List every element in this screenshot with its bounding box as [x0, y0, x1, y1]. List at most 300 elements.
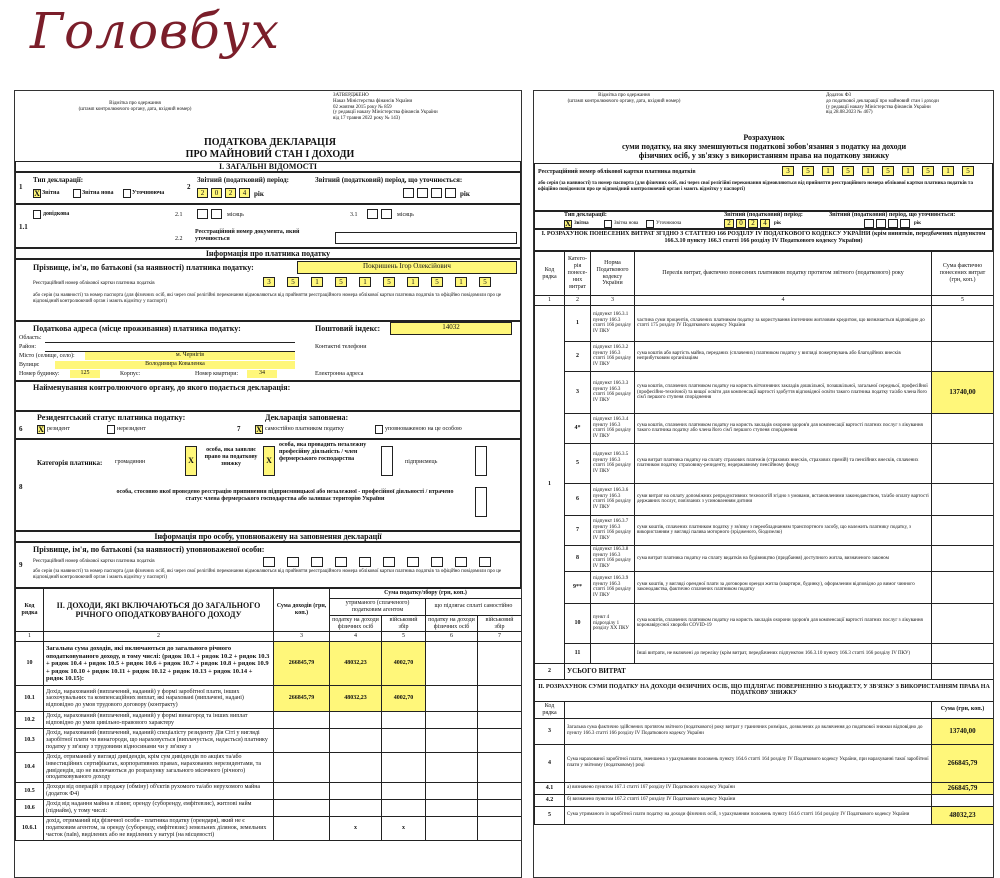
withheld-military[interactable]: 4002,70: [382, 642, 426, 686]
row-description: Сума нарахованої заробітної плати, зменшена з урахуванням положень пункту 164.6 статті 164 розділу IV Податкового кодексу України, при нарахуванні такої заробітної плати у звітному (податковому) році: [565, 744, 932, 782]
passport-note: або серія (за наявності) та номер паспорта (для фізичних осіб, які через свої релігійні переконання відмовляються від прийняття реєстраційного номера облікової картки платника податків та офіційно повідомили про це відповідний контролюючий орган і мають відмітку у паспорті): [33, 293, 502, 304]
reg-digit[interactable]: 1: [407, 277, 419, 287]
withheld-pdfo[interactable]: [330, 712, 382, 729]
row-code: 10.2: [16, 712, 44, 729]
row-number: 9: [19, 561, 23, 569]
self-pdfo[interactable]: [426, 712, 478, 729]
row-number: 3.1: [350, 212, 358, 218]
reg-digit[interactable]: 1: [862, 166, 874, 176]
email-label: Електронна адреса: [315, 371, 364, 377]
expense-norm: підпункт 166.3.9 пункту 166.3 статті 166 розділу IV ПКУ: [591, 571, 635, 603]
col-norm-header: Норма Податкового кодексу України: [591, 252, 635, 296]
self-military[interactable]: [478, 816, 522, 840]
self-pdfo[interactable]: [426, 686, 478, 712]
section-expenses-header: І. РОЗРАХУНОК ПОНЕСЕНИХ ВИТРАТ ЗГІДНО З СТАТТЕЮ 166 РОЗДІЛУ IV ПОДАТКОВОГО КОДЕКСУ УКРАЇНИ (крім винятків, передбачених підпунктом 166.3.10 пункту 166.3 статті 166 розділу IV Податкового кодексу України): [534, 229, 993, 251]
withheld-header: утриманого (сплаченого) податковим агентом: [330, 598, 426, 615]
withheld-pdfo[interactable]: 48032,23: [330, 642, 382, 686]
row-code: 5: [535, 806, 565, 824]
calculation-title: Розрахунок суми податку, на яку зменшуються податкові зобов'язання з податку на доходи фізичних осіб, у зв'язку з використанням права на податкову знижку: [621, 133, 907, 161]
clarified-year-digit[interactable]: [417, 188, 428, 198]
expense-row: [535, 571, 994, 603]
expense-category: 9**: [565, 571, 591, 603]
month-digit[interactable]: [211, 209, 222, 219]
type-new-reporting-checkbox[interactable]: [73, 189, 81, 198]
row-number: 2: [187, 183, 191, 191]
reg-digit[interactable]: 5: [802, 166, 814, 176]
reg-digit[interactable]: [359, 557, 371, 567]
total-expenses-value[interactable]: [932, 663, 994, 679]
expenses-table: [534, 251, 994, 825]
col-code-header: Код рядка: [535, 252, 565, 296]
reg-digit[interactable]: [335, 557, 347, 567]
self-pay-header: що підлягає сплаті самостійно: [426, 598, 522, 615]
income-row: [16, 783, 522, 800]
income-sum[interactable]: [274, 783, 330, 800]
row-description: Дохід, нарахований (виплачений, наданий) у формі заробітної плати, інших заохочувальних та компенсаційних виплат, які нараховані (виплачені, надані) відповідно до умов трудового договору (контракту): [44, 686, 274, 712]
reg-digit[interactable]: 1: [902, 166, 914, 176]
expense-sum[interactable]: [932, 571, 994, 603]
expense-row: [535, 643, 994, 663]
payer-name-label: Прізвище, ім'я, по батькові (за наявності) платника податку:: [33, 263, 254, 272]
row-description: Дохід від надання майна в лізинг, оренду (суборенду, емфітевзис), житлові найм (піднайм), у тому числі:: [44, 800, 274, 817]
resident-label: резидент: [47, 426, 70, 432]
receipt-mark-caption: Відмітка про одержання (штамп контролюючого органу, дата, вхідний номер): [567, 93, 681, 104]
row-code: 10.1: [16, 686, 44, 712]
postcode-label: Поштовий індекс:: [315, 324, 381, 333]
type-clarifying-checkbox[interactable]: [123, 189, 131, 198]
expense-sum[interactable]: [932, 305, 994, 341]
row-code: 4: [535, 744, 565, 782]
reg-digit[interactable]: 1: [359, 277, 371, 287]
type-reporting-checkbox[interactable]: X: [565, 219, 571, 229]
payer-name-field[interactable]: Покришень Ігор Олексійович: [297, 261, 517, 274]
income-sum[interactable]: [274, 800, 330, 817]
reg-digit[interactable]: 3: [782, 166, 794, 176]
column-number: 2: [44, 632, 274, 642]
year-digit[interactable]: 2: [197, 188, 208, 198]
total-expenses-label: УСЬОГО ВИТРАТ: [565, 663, 932, 679]
type-clarifying-checkbox[interactable]: [646, 220, 654, 228]
column-number: 4: [330, 632, 382, 642]
row-code: 10.3: [16, 729, 44, 753]
refund-row: [535, 806, 994, 824]
expense-row: [535, 371, 994, 413]
row-code: 10.5: [16, 783, 44, 800]
authorized-name-label: Прізвище, ім'я, по батькові (за наявності) уповноваженої особи:: [33, 545, 265, 554]
type-reporting-checkbox[interactable]: X: [34, 188, 40, 198]
authorized-person-header: Інформація про особу, уповноважену на заповнення декларації: [15, 531, 521, 542]
self-military[interactable]: [478, 783, 522, 800]
column-number: 5: [382, 632, 426, 642]
period-label: Звітний (податковий) період:: [724, 212, 803, 218]
reg-digit[interactable]: [479, 557, 491, 567]
reg-digit[interactable]: 1: [455, 277, 467, 287]
reg-digit[interactable]: 5: [287, 277, 299, 287]
clarified-month-digit[interactable]: [381, 209, 392, 219]
row-code: 1: [535, 305, 565, 663]
clarified-year-digit[interactable]: [864, 219, 874, 228]
column-number: 3: [591, 296, 635, 306]
income-sum[interactable]: 266845,79: [274, 642, 330, 686]
reg-digit[interactable]: 5: [479, 277, 491, 287]
expense-category: 6: [565, 483, 591, 515]
refund-sum[interactable]: 266845,79: [932, 744, 994, 782]
type-reporting-label: Звітна: [574, 221, 589, 226]
year-label: рік: [774, 221, 782, 226]
self-pdfo[interactable]: [426, 816, 478, 840]
expense-description: Інші витрати, не включені до переліку (крім витрат, передбачених підпунктом 166.3.10 пункту 166.3 статті 166 розділу IV ПКУ): [635, 643, 932, 663]
citizen-label: громадянин: [115, 459, 146, 465]
year-digit[interactable]: 4: [239, 188, 250, 198]
expense-sum[interactable]: [932, 545, 994, 571]
reg-digit[interactable]: [455, 557, 467, 567]
expense-description: сума коштів, сплачених платником податку на користь закладів охорони здоров'я для компенсації вартості платних послуг з лікування такого платника податку або члена його сім'ї першого ступеня споріднення: [635, 413, 932, 443]
military-self-header: військовий збір: [478, 615, 522, 632]
column-number: 3: [274, 632, 330, 642]
row-code: 4.1: [535, 782, 565, 794]
withheld-military[interactable]: [382, 800, 426, 817]
income-sum[interactable]: [274, 729, 330, 753]
withheld-pdfo[interactable]: x: [330, 816, 382, 840]
withheld-military[interactable]: x: [382, 816, 426, 840]
refund-row: [535, 718, 994, 744]
reg-digit[interactable]: 5: [962, 166, 974, 176]
reg-digit[interactable]: 5: [431, 277, 443, 287]
expense-row: [535, 483, 994, 515]
reg-digit[interactable]: 5: [882, 166, 894, 176]
tax-declaration-page: [14, 90, 522, 878]
registration-doc-label: Реєстраційний номер документа, який уточнюється: [195, 229, 300, 242]
declaration-type-label: Тип декларації:: [564, 212, 607, 218]
expense-category: 2: [565, 341, 591, 371]
address-label: Податкова адреса (місце проживання) платника податку:: [33, 324, 241, 333]
stopped-activity-checkbox[interactable]: [475, 487, 487, 517]
expense-norm: [591, 643, 635, 663]
row-description: Сума утриманого із заробітної плати податку на доходи фізичних осіб, з урахуванням положень пункту 164.6 статті 164 розділу IV Податкового кодексу України: [565, 806, 932, 824]
self-military[interactable]: [478, 752, 522, 783]
reg-digit[interactable]: 1: [311, 277, 323, 287]
withheld-pdfo[interactable]: [330, 800, 382, 817]
filled-by-label: Декларація заповнена:: [265, 413, 349, 422]
expense-sum[interactable]: [932, 515, 994, 545]
apartment-field[interactable]: 34: [247, 370, 277, 378]
tax-office-label: Найменування контролюючого органу, до якого подається декларація:: [33, 383, 291, 392]
clarified-year-digit[interactable]: [403, 188, 414, 198]
section-general-header: І. ЗАГАЛЬНІ ВІДОМОСТІ: [15, 161, 521, 172]
receipt-mark-caption: Відмітка про одержання (штамп контролюючого органу, дата, вхідний номер): [78, 101, 192, 112]
reg-digit[interactable]: [383, 557, 395, 567]
column-number: 6: [426, 632, 478, 642]
professional-label: особа, яка провадить незалежну професійну діяльність / член фермерського господарства: [279, 442, 367, 462]
reg-digit[interactable]: 5: [922, 166, 934, 176]
expense-sum[interactable]: [932, 483, 994, 515]
refund-sum[interactable]: 48032,23: [932, 806, 994, 824]
self-filled-checkbox[interactable]: X: [256, 424, 262, 434]
refund-sum[interactable]: 13740,00: [932, 718, 994, 744]
region-label: Область:: [19, 335, 42, 341]
type-new-reporting-label: Звітна нова: [82, 190, 114, 196]
withheld-pdfo[interactable]: [330, 729, 382, 753]
income-sum[interactable]: [274, 752, 330, 783]
postcode-field[interactable]: 14032: [390, 322, 512, 335]
expense-sum[interactable]: 13740,00: [932, 371, 994, 413]
income-sum[interactable]: [274, 712, 330, 729]
pdfo-self-header: податку на доходи фізичних осіб: [426, 615, 478, 632]
column-number: 7: [478, 632, 522, 642]
self-filled-label: самостійно платником податку: [265, 426, 344, 432]
reg-digit[interactable]: [263, 557, 275, 567]
expense-description: суми витрат на оплату допоміжних репродуктивних технологій згідно з умовами, встановленими законодавством, та/або оплату вартості державних послуг, пов'язаних з усиновленням дитини: [635, 483, 932, 515]
right-to-deduction-label: особа, яка заявляє право на податкову знижку: [204, 447, 258, 467]
expense-row: [535, 515, 994, 545]
reg-digit[interactable]: 5: [842, 166, 854, 176]
income-row: [16, 752, 522, 783]
income-table: [15, 588, 522, 841]
headline-logo: Головбух: [30, 2, 280, 60]
expense-norm: підпункт 166.3.7 пункту 166.3 статті 166 розділу IV ПКУ: [591, 515, 635, 545]
expense-sum[interactable]: [932, 603, 994, 643]
self-pdfo[interactable]: [426, 800, 478, 817]
expense-description: сума витрат платника податку на сплату видатків на будівництво (придбання) доступного житла, визначеного законом: [635, 545, 932, 571]
city-label: Місто (селище, село):: [19, 353, 75, 359]
year-digit[interactable]: 4: [760, 219, 770, 228]
clarify-label: Звітний (податковий) період, що уточнюється:: [829, 212, 956, 218]
clarified-year-digit[interactable]: [876, 219, 886, 228]
nonresident-checkbox[interactable]: [107, 425, 115, 434]
withheld-pdfo[interactable]: 48032,23: [330, 686, 382, 712]
withheld-military[interactable]: [382, 712, 426, 729]
approved-note: ЗАТВЕРДЖЕНО Наказ Міністерства фінансів України 02 жовтня 2015 року № 859 (у редакції наказу Міністерства фінансів України від 17 травня 2022 року № 143): [333, 93, 438, 121]
house-label: Номер будинку:: [19, 371, 60, 377]
year-digit[interactable]: 2: [225, 188, 236, 198]
income-sum-header: Сума доходів (грн, коп.): [274, 589, 330, 632]
row-number: 6: [19, 425, 23, 433]
nonresident-label: нерезидент: [117, 426, 146, 432]
expense-norm: підпункт 166.3.3 пункту 166.3 статті 166 розділу IV ПКУ: [591, 371, 635, 413]
section-refund-header: ІІ. РОЗРАХУНОК СУМИ ПОДАТКУ НА ДОХОДИ ФІЗИЧНИХ ОСІБ, ЩО ПІДЛЯГАЄ ПОВЕРНЕННЮ З БЮДЖЕТУ, У ЗВ'ЯЗКУ З ВИКОРИСТАННЯМ ПРАВА НА ПОДАТКОВУ ЗНИЖКУ: [535, 679, 994, 701]
resident-status-label: Резидентський статус платника податку:: [37, 413, 186, 422]
reference-label: довідкова: [43, 211, 70, 217]
expense-description: сума коштів, сплачених платником податку на користь закладів охорони здоров'я для компенсації вартості платних послуг з лікування коронавірусної хвороби COVID-19: [635, 603, 932, 643]
authorized-passport-note: або серія (за наявності) та номер паспорта (для фізичних осіб, які через свої релігійні переконання відмовляються від прийняття реєстраційного номера облікової картки платника податків та офіційно повідомили про це відповідний контролюючий орган і мають відмітку у паспорті): [33, 569, 502, 580]
expense-row: [535, 603, 994, 643]
expense-description: сума витрат платника податку на сплату страхових платежів (страхових внесків, страхових премій) та пенсійних внесків, сплачених платником податку страховику-резиденту, недержавному пенсійному фонду: [635, 443, 932, 483]
self-pdfo[interactable]: [426, 642, 478, 686]
self-military[interactable]: [478, 800, 522, 817]
expense-sum[interactable]: [932, 643, 994, 663]
type-clarifying-label: Уточнююча: [132, 190, 165, 196]
withheld-military[interactable]: [382, 752, 426, 783]
month-digit[interactable]: [197, 209, 208, 219]
row-number: 7: [237, 425, 241, 433]
expense-norm: підпункт 166.3.8 пункту 166.3 статті 166 розділу IV ПКУ: [591, 545, 635, 571]
clarified-year-label: рік: [914, 221, 922, 226]
expense-description: сума коштів або вартість майна, переданих (сплачених) платником податку у вигляді пожертвувань або благодійних внесків неприбутковим організаціям: [635, 341, 932, 371]
refund-row: [535, 794, 994, 806]
year-digit[interactable]: 2: [748, 219, 758, 228]
expense-description: сума коштів, сплачених платником податку на користь вітчизняних закладів дошкільної, позашкільної, загальної середньої, професійної (професійно-технічної) та вищої освіти для компенсації вартості здобуття відповідної освіти такого платника податку та/або члена його сім'ї першого ступеня споріднення: [635, 371, 932, 413]
row-description: а) визначено пунктом 167.1 статті 167 розділу IV Податкового кодексу України: [565, 782, 932, 794]
clarified-month-label: місяць: [397, 212, 414, 218]
col-category-header: Катего-рія понесе-них витрат: [565, 252, 591, 296]
row-code: 10.4: [16, 752, 44, 783]
other-category-checkbox[interactable]: [475, 446, 487, 476]
city-field[interactable]: м. Чернігів: [85, 352, 295, 360]
self-pdfo[interactable]: [426, 729, 478, 753]
row-number: 8: [19, 483, 23, 491]
row-code: 2: [535, 663, 565, 679]
reg-digit[interactable]: 5: [383, 277, 395, 287]
type-new-checkbox[interactable]: [604, 220, 612, 228]
declaration-title: ПОДАТКОВА ДЕКЛАРАЦІЯ ПРО МАЙНОВИЙ СТАН І ДОХОДИ: [185, 137, 355, 160]
expense-norm: підпункт 166.3.2 пункту 166.3 статті 166 розділу IV ПКУ: [591, 341, 635, 371]
authorized-filled-checkbox[interactable]: [375, 425, 383, 434]
reg-digit[interactable]: [311, 557, 323, 567]
resident-checkbox[interactable]: X: [38, 424, 44, 434]
type-reporting-label: Звітна: [42, 190, 60, 196]
expense-row: [535, 545, 994, 571]
house-field[interactable]: 125: [70, 370, 100, 378]
column-number: 1: [535, 296, 565, 306]
year-digit[interactable]: 0: [211, 188, 222, 198]
expense-sum[interactable]: [932, 443, 994, 483]
entrepreneur-checkbox[interactable]: [381, 446, 393, 476]
professional-checkbox[interactable]: X: [263, 446, 275, 476]
row-description: Дохід, отриманий у вигляді дивідендів, крім сум дивідендів по акціях та/або інвестиційних сертифікатах, корпоративних правах, нарахованих нерезидентами, та дивідендів, що не включаються до розрахунку загального місячного (річного) оподатковуваного доходу: [44, 752, 274, 783]
clarified-month-digit[interactable]: [367, 209, 378, 219]
section-income-header: ІІ. ДОХОДИ, ЯКІ ВКЛЮЧАЮТЬСЯ ДО ЗАГАЛЬНОГО РІЧНОГО ОПОДАТКОВУВАНОГО ДОХОДУ: [44, 589, 274, 632]
withheld-military[interactable]: [382, 783, 426, 800]
row-number: 1: [19, 183, 23, 191]
street-field[interactable]: Володимира Коваленка: [55, 361, 295, 369]
row-code: 4.2: [535, 794, 565, 806]
reg-digit[interactable]: [431, 557, 443, 567]
withheld-military[interactable]: [382, 729, 426, 753]
self-pdfo[interactable]: [426, 783, 478, 800]
col-sum-header: Сума фактично понесених витрат (грн, коп.): [932, 252, 994, 296]
clarified-year-digit[interactable]: [888, 219, 898, 228]
code-header: Код рядка: [16, 589, 44, 632]
year-label: рік: [254, 190, 264, 198]
military-header: військовий збір: [382, 615, 426, 632]
right-to-deduction-checkbox[interactable]: X: [185, 446, 197, 476]
refund-row: [535, 782, 994, 794]
reg-digit[interactable]: 1: [942, 166, 954, 176]
refund-sum[interactable]: [932, 794, 994, 806]
income-row: [16, 729, 522, 753]
clarified-year-digit[interactable]: [900, 219, 910, 228]
expense-description: суми коштів, у вигляді орендної плати за договором оренди житла (квартири, будинку), оформленим відповідно до вимог чинного законодавства, фактично сплачених платником податку: [635, 571, 932, 603]
authorized-filled-label: уповноваженою на це особою: [385, 426, 462, 432]
expense-sum[interactable]: [932, 341, 994, 371]
apartment-label: Номер квартири:: [195, 371, 239, 377]
type-clarifying-label: Уточнююча: [656, 221, 682, 226]
row-number: 1.1: [19, 223, 28, 231]
expense-norm: пункт 4 підрозділу 1 розділу XX ПКУ: [591, 603, 635, 643]
clarified-year-digit[interactable]: [445, 188, 456, 198]
income-row: [16, 800, 522, 817]
reporting-period-label: Звітний (податковий) період:: [197, 176, 290, 184]
income-sum[interactable]: 266845,79: [274, 686, 330, 712]
income-row: [16, 816, 522, 840]
withheld-pdfo[interactable]: [330, 752, 382, 783]
expense-row: [535, 341, 994, 371]
type-new-label: Звітна нова: [614, 221, 639, 226]
reg-digit[interactable]: 3: [263, 277, 275, 287]
clarified-period-label: Звітний (податковий) період, що уточнюється:: [315, 176, 463, 184]
row-description: б) визначено пунктом 167.2 статті 167 розділу IV Податкового кодексу України: [565, 794, 932, 806]
reg-digit[interactable]: [287, 557, 299, 567]
self-pdfo[interactable]: [426, 752, 478, 783]
row-number: 2.1: [175, 212, 183, 218]
expense-category: 7: [565, 515, 591, 545]
row-code: 10: [16, 642, 44, 686]
reference-checkbox[interactable]: [33, 210, 41, 219]
row-description: Загальна сума доходів, які включаються до загального річного оподатковуваного доходу, в тому числі: (рядок 10.1 + рядок 10.2 + рядок 10.3 + рядок 10.4 + рядок 10.5 + рядок 10.6 + рядок 10.7 + рядок 10.8 + рядок 10.9 + рядок 10.10 + рядок 10.11 + рядок 10.12 + рядок 10.13 + рядок 10.14 + рядок 10.15):: [44, 642, 274, 686]
expense-category: 11: [565, 643, 591, 663]
row-description: Доходи від операцій з продажу (обміну) об'єктів рухомого та/або нерухомого майна (додаток Ф4): [44, 783, 274, 800]
withheld-pdfo[interactable]: [330, 783, 382, 800]
expense-norm: підпункт 166.3.4 пункту 166.3 статті 166 розділу IV ПКУ: [591, 413, 635, 443]
column-number: 4: [635, 296, 932, 306]
row-description: Дохід, нарахований (виплачений, наданий) спеціалісту резиденту Дія Сіті у вигляді заробітної плати чи винагороди, що нараховується (виплачується, надається) платнику податку у зв'язку з трудовими відносинами чи у зв'язку з: [44, 729, 274, 753]
year-digit[interactable]: 0: [736, 219, 746, 228]
column-number: 1: [16, 632, 44, 642]
expense-row: [535, 305, 994, 341]
expense-description: суми коштів, сплачених платником податку у зв'язку з переобладнанням транспортного засобу, що належить платнику податку, з використанням у вигляді палива моторного (зрідженого, біодизелю): [635, 515, 932, 545]
reg-digit[interactable]: [407, 557, 419, 567]
year-digit[interactable]: 2: [724, 219, 734, 228]
reg-number-label: Реєстраційний номер облікової картки платника податків: [33, 281, 155, 286]
income-row: [16, 686, 522, 712]
self-military[interactable]: [478, 642, 522, 686]
addendum-note: Додаток Ф3 до податкової декларації про майновий стан і доходи (у редакції наказу Міністерства фінансів України від 28.08.2023 № 467): [826, 93, 939, 116]
withheld-military[interactable]: 4002,70: [382, 686, 426, 712]
registration-doc-field[interactable]: [335, 232, 517, 244]
expense-row: [535, 413, 994, 443]
row-description: Дохід, нарахований (виплачений, наданий) у формі винагород та інших виплат відповідно до умов цивільно-правового характеру: [44, 712, 274, 729]
declaration-type-label: Тип декларації:: [33, 176, 84, 184]
addendum-f3-page: [533, 90, 994, 878]
month-label: місяць: [227, 212, 244, 218]
self-military[interactable]: [478, 686, 522, 712]
self-military[interactable]: [478, 729, 522, 753]
phone-label: Контактні телефони: [315, 344, 367, 350]
category-label: Категорія платника:: [37, 459, 103, 467]
s2-code-header: Код рядка: [535, 701, 565, 718]
refund-sum[interactable]: 266845,79: [932, 782, 994, 794]
expense-category: 5: [565, 443, 591, 483]
reg-digit[interactable]: 5: [335, 277, 347, 287]
self-military[interactable]: [478, 712, 522, 729]
pdfo-header: податку на доходи фізичних осіб: [330, 615, 382, 632]
expense-row: [535, 443, 994, 483]
income-sum[interactable]: [274, 816, 330, 840]
tax-sum-header: Сума податку/збору (грн, коп.): [330, 589, 522, 599]
column-number: 2: [565, 296, 591, 306]
clarified-year-digit[interactable]: [431, 188, 442, 198]
reg-digit[interactable]: 1: [822, 166, 834, 176]
expense-category: 1: [565, 305, 591, 341]
reg-number-label: Реєстраційний номер облікової картки платника податків: [538, 169, 696, 175]
row-code: 10.6: [16, 800, 44, 817]
row-description: дохід, отриманий від фізичної особи - платника податку (орендаря), який не є податковим агентом, за оренду (суборенду, емфітевзис) земельних ділянок, земельних часток (паїв), виділених або не виділених у натурі (на місцевості): [44, 816, 274, 840]
expense-norm: підпункт 166.3.1 пункту 166.3 статті 166 розділу IV ПКУ: [591, 305, 635, 341]
district-label: Район:: [19, 344, 37, 350]
expense-norm: підпункт 166.3.5 пункту 166.3 статті 166 розділу IV ПКУ: [591, 443, 635, 483]
entrepreneur-label: підприємець: [405, 459, 438, 465]
expense-sum[interactable]: [932, 413, 994, 443]
